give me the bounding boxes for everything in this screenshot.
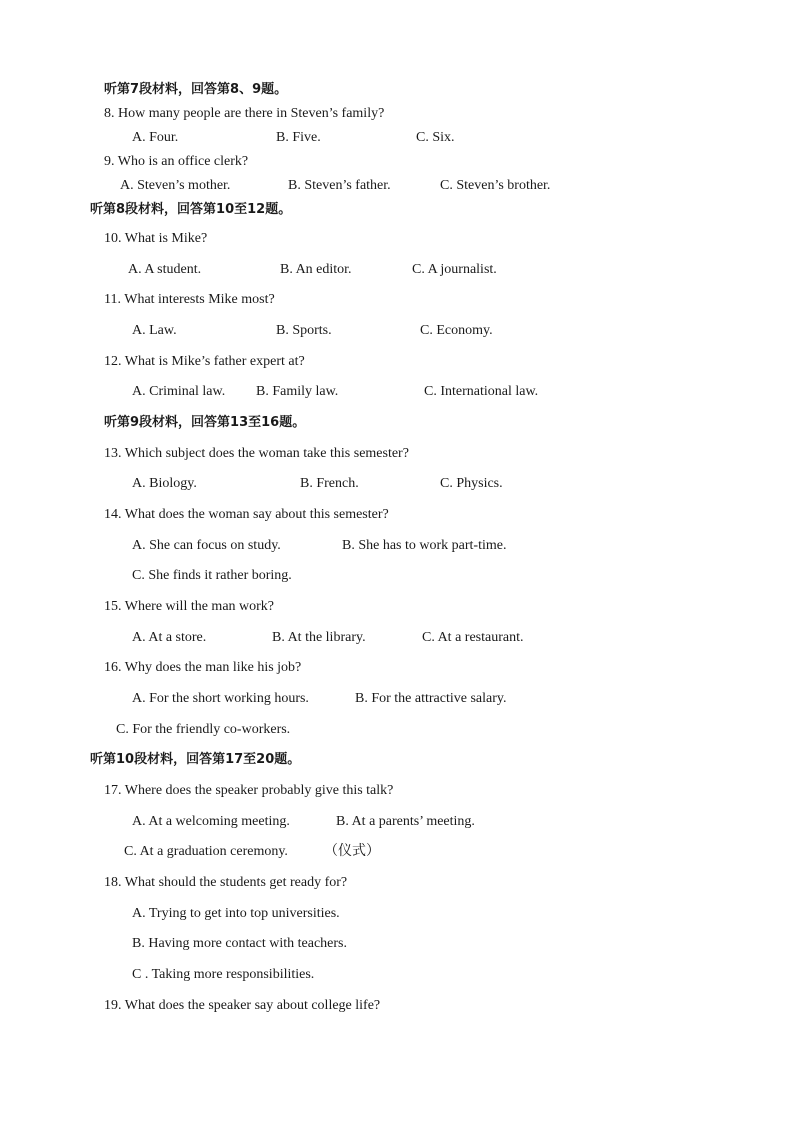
section-header-10: 听第10段材料，回答第17至20题。 <box>90 752 301 767</box>
question-15: 15. Where will the man work? <box>104 599 275 614</box>
q11-option-b: B. Sports. <box>276 323 332 338</box>
question-11: 11. What interests Mike most? <box>104 292 275 307</box>
section-header-7: 听第7段材料，回答第8、9题。 <box>104 82 288 97</box>
q9-option-c: C. Steven’s brother. <box>440 178 551 193</box>
q8-option-c: C. Six. <box>416 130 455 145</box>
question-12: 12. What is Mike’s father expert at? <box>104 354 305 369</box>
q10-option-c: C. A journalist. <box>412 262 497 277</box>
q14-option-b: B. She has to work part-time. <box>342 538 507 553</box>
q18-option-c: C . Taking more responsibilities. <box>132 967 315 982</box>
q12-option-b: B. Family law. <box>256 384 339 399</box>
q14-option-c: C. She finds it rather boring. <box>132 568 292 583</box>
section-header-9: 听第9段材料，回答第13至16题。 <box>104 415 306 430</box>
question-8: 8. How many people are there in Steven’s family? <box>104 106 385 121</box>
q17-option-b: B. At a parents’ meeting. <box>336 814 475 829</box>
q17-option-c: C. At a graduation ceremony. <box>124 844 288 859</box>
q17-gloss-note: （仪式） <box>324 844 380 859</box>
q18-option-a: A. Trying to get into top universities. <box>132 906 340 921</box>
question-16: 16. Why does the man like his job? <box>104 660 302 675</box>
section-header-8: 听第8段材料，回答第10至12题。 <box>90 202 292 217</box>
q18-option-b: B. Having more contact with teachers. <box>132 936 347 951</box>
q12-option-c: C. International law. <box>424 384 539 399</box>
q16-option-b: B. For the attractive salary. <box>355 691 507 706</box>
question-10: 10. What is Mike? <box>104 231 208 246</box>
q13-option-c: C. Physics. <box>440 476 503 491</box>
q16-option-c: C. For the friendly co-workers. <box>116 722 291 737</box>
q8-option-a: A. Four. <box>132 130 179 145</box>
question-18: 18. What should the students get ready for? <box>104 875 348 890</box>
q8-option-b: B. Five. <box>276 130 321 145</box>
question-13: 13. Which subject does the woman take this semester? <box>104 446 409 461</box>
q10-option-a: A. A student. <box>128 262 202 277</box>
q11-option-a: A. Law. <box>132 323 177 338</box>
q17-option-a: A. At a welcoming meeting. <box>132 814 290 829</box>
question-9: 9. Who is an office clerk? <box>104 154 249 169</box>
q11-option-c: C. Economy. <box>420 323 493 338</box>
q9-option-a: A. Steven’s mother. <box>120 178 231 193</box>
q10-option-b: B. An editor. <box>280 262 352 277</box>
question-19: 19. What does the speaker say about college life? <box>104 998 381 1013</box>
q14-option-a: A. She can focus on study. <box>132 538 281 553</box>
q15-option-c: C. At a restaurant. <box>422 630 524 645</box>
q12-option-a: A. Criminal law. <box>132 384 226 399</box>
q13-option-b: B. French. <box>300 476 359 491</box>
q16-option-a: A. For the short working hours. <box>132 691 309 706</box>
question-17: 17. Where does the speaker probably give this talk? <box>104 783 394 798</box>
q9-option-b: B. Steven’s father. <box>288 178 391 193</box>
q15-option-b: B. At the library. <box>272 630 366 645</box>
q15-option-a: A. At a store. <box>132 630 207 645</box>
q13-option-a: A. Biology. <box>132 476 197 491</box>
question-14: 14. What does the woman say about this semester? <box>104 507 389 522</box>
